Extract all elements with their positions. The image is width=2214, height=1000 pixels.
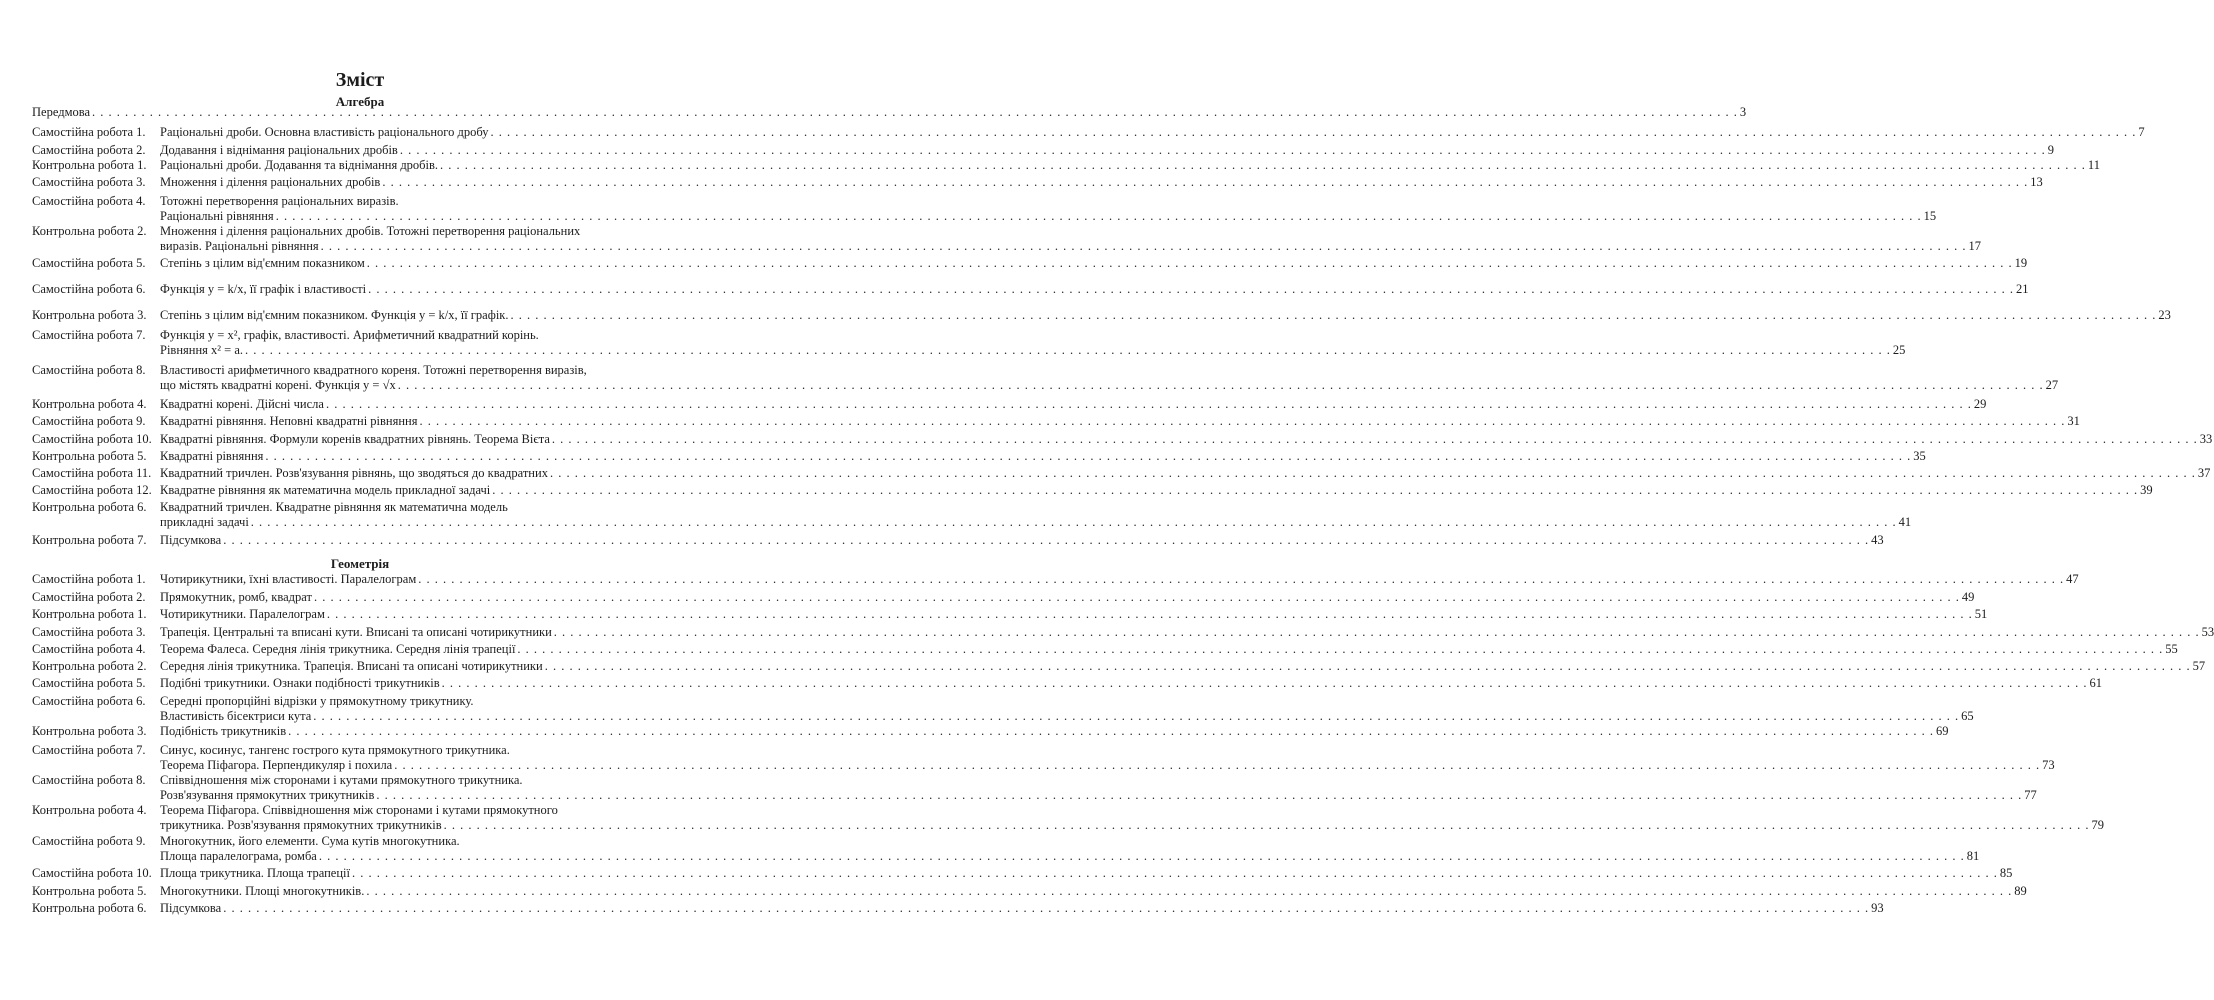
toc-entry-label: Самостійна робота 7. bbox=[32, 328, 146, 342]
page-title: Зміст bbox=[335, 69, 385, 91]
dot-leader: . . . . . . . . . . . . . . . . . . . . . . . . . . . . . . . . . . . . . . . . . . . . . . . . . . . . . . . . . . . . . . . . . . . . . . . . . . . . . . . . . . . . . . . . . . . . . . . . . . . . . . . . . . . . . . . . . . . . . . . . . . . . . . . . . . . . . . . . . . . . . . . . . . . . . . . . . . . . . . . . . . . . . . . . . . . . . . . . . . . . . . . . . . . . . . . . . . . . . . . . bbox=[382, 175, 2029, 189]
dot-leader: . . . . . . . . . . . . . . . . . . . . . . . . . . . . . . . . . . . . . . . . . . . . . . . . . . . . . . . . . . . . . . . . . . . . . . . . . . . . . . . . . . . . . . . . . . . . . . . . . . . . . . . . . . . . . . . . . . . . . . . . . . . . . . . . . . . . . . . . . . . . . . . . . . . . . . . . . . . . . . . . . . . . . . . . . . . . . . . . . . . . . . . . . . . . . . . . . . . . . . . . bbox=[288, 724, 1934, 738]
toc-entry-title: Квадратні корені. Дійсні числа bbox=[160, 397, 324, 411]
dot-leader: . . . . . . . . . . . . . . . . . . . . . . . . . . . . . . . . . . . . . . . . . . . . . . . . . . . . . . . . . . . . . . . . . . . . . . . . . . . . . . . . . . . . . . . . . . . . . . . . . . . . . . . . . . . . . . . . . . . . . . . . . . . . . . . . . . . . . . . . . . . . . . . . . . . . . . . . . . . . . . . . . . . . . . . . . . . . . . . . . . . . . . . . . . . . . . . . . . . . . . . . bbox=[92, 105, 1738, 119]
toc-entry-title: Підсумкова bbox=[160, 901, 222, 915]
dot-leader: . . . . . . . . . . . . . . . . . . . . . . . . . . . . . . . . . . . . . . . . . . . . . . . . . . . . . . . . . . . . . . . . . . . . . . . . . . . . . . . . . . . . . . . . . . . . . . . . . . . . . . . . . . . . . . . . . . . . . . . . . . . . . . . . . . . . . . . . . . . . . . . . . . . . . . . . . . . . . . . . . . . . . . . . . . . . . . . . . . . . . . . . . . . . . . . . . . . . . . . . bbox=[443, 818, 2090, 832]
dot-leader: . . . . . . . . . . . . . . . . . . . . . . . . . . . . . . . . . . . . . . . . . . . . . . . . . . . . . . . . . . . . . . . . . . . . . . . . . . . . . . . . . . . . . . . . . . . . . . . . . . . . . . . . . . . . . . . . . . . . . . . . . . . . . . . . . . . . . . . . . . . . . . . . . . . . . . . . . . . . . . . . . . . . . . . . . . . . . . . . . . . . . . . . . . . . . . . . . . . . . . . . bbox=[510, 308, 2157, 322]
dot-leader: . . . . . . . . . . . . . . . . . . . . . . . . . . . . . . . . . . . . . . . . . . . . . . . . . . . . . . . . . . . . . . . . . . . . . . . . . . . . . . . . . . . . . . . . . . . . . . . . . . . . . . . . . . . . . . . . . . . . . . . . . . . . . . . . . . . . . . . . . . . . . . . . . . . . . . . . . . . . . . . . . . . . . . . . . . . . . . . . . . . . . . . . . . . . . . . . . . . . . . . . bbox=[441, 676, 2088, 690]
toc-entry-label: Самостійна робота 9. bbox=[32, 414, 146, 428]
page-number: 55 bbox=[2165, 642, 2178, 656]
toc-entry-title: Квадратні рівняння bbox=[160, 449, 264, 463]
dot-leader: . . . . . . . . . . . . . . . . . . . . . . . . . . . . . . . . . . . . . . . . . . . . . . . . . . . . . . . . . . . . . . . . . . . . . . . . . . . . . . . . . . . . . . . . . . . . . . . . . . . . . . . . . . . . . . . . . . . . . . . . . . . . . . . . . . . . . . . . . . . . . . . . . . . . . . . . . . . . . . . . . . . . . . . . . . . . . . . . . . . . . . . . . . . . . . . . . . . . . . . . bbox=[325, 397, 1972, 411]
page-number: 69 bbox=[1935, 724, 1949, 738]
dot-leader: . . . . . . . . . . . . . . . . . . . . . . . . . . . . . . . . . . . . . . . . . . . . . . . . . . . . . . . . . . . . . . . . . . . . . . . . . . . . . . . . . . . . . . . . . . . . . . . . . . . . . . . . . . . . . . . . . . . . . . . . . . . . . . . . . . . . . . . . . . . . . . . . . . . . . . . . . . . . . . . . . . . . . . . . . . . . . . . . . . . . . . . . . . . . . . . . . . . . . . . . bbox=[245, 343, 1891, 357]
toc-entry-label: Самостійна робота 8. bbox=[32, 363, 146, 377]
toc-entry-title: виразів. Раціональні рівняння bbox=[160, 239, 319, 253]
dot-leader: . . . . . . . . . . . . . . . . . . . . . . . . . . . . . . . . . . . . . . . . . . . . . . . . . . . . . . . . . . . . . . . . . . . . . . . . . . . . . . . . . . . . . . . . . . . . . . . . . . . . . . . . . . . . . . . . . . . . . . . . . . . . . . . . . . . . . . . . . . . . . . . . . . . . . . . . . . . . . . . . . . . . . . . . . . . . . . . . . . . . . . . . . . . . . . . . . . . . . . . . bbox=[275, 209, 1922, 223]
toc-entry-label: Самостійна робота 3. bbox=[32, 625, 146, 639]
toc-entry-label: Самостійна робота 1. bbox=[32, 125, 146, 139]
toc-entry-title: Підсумкова bbox=[160, 533, 222, 547]
toc-entry-title: Квадратні рівняння. Формули коренів квадратних рівнянь. Теорема Вієта bbox=[160, 432, 550, 446]
page-number: 73 bbox=[2042, 758, 2055, 772]
page-number: 7 bbox=[2138, 125, 2145, 139]
toc-entry-label: Контрольна робота 3. bbox=[32, 724, 147, 738]
page-number: 35 bbox=[1913, 449, 1926, 463]
toc-entry-title: що містять квадратні корені. Функція y = √x bbox=[160, 378, 396, 392]
toc-entry-title: Теорема Фалеса. Середня лінія трикутника. Середня лінія трапеції bbox=[160, 642, 516, 656]
toc-entry-title: Квадратне рівняння як математична модель прикладної задачі bbox=[160, 483, 491, 497]
toc-entry-title: трикутника. Розв'язування прямокутних трикутників bbox=[160, 818, 442, 832]
page-number: 51 bbox=[1974, 607, 1988, 621]
toc-entry-title: Раціональні дроби. Основна властивість раціонального дробу bbox=[160, 125, 489, 139]
toc-entry-title: Властивість бісектриси кута bbox=[160, 709, 312, 723]
toc-entry-title: Розв'язування прямокутних трикутників bbox=[160, 788, 375, 802]
toc-entry-label: Контрольна робота 4. bbox=[32, 397, 147, 411]
page-number: 57 bbox=[2192, 659, 2206, 673]
toc-entry-label: Контрольна робота 3. bbox=[32, 308, 147, 322]
page-number: 25 bbox=[1892, 343, 1906, 357]
toc-entry-label: Самостійна робота 2. bbox=[32, 143, 146, 157]
toc-entry-title: Теорема Піфагора. Співвідношення між сторонами і кутами прямокутного bbox=[160, 803, 558, 817]
page-number: 61 bbox=[2089, 676, 2103, 690]
page-number: 29 bbox=[1973, 397, 1987, 411]
toc-entry-title: Середні пропорційні відрізки у прямокутному трикутнику. bbox=[160, 694, 474, 708]
toc-entry-label: Контрольна робота 6. bbox=[32, 500, 147, 514]
toc-entry-label: Контрольна робота 2. bbox=[32, 659, 147, 673]
toc-entry-title: Додавання і віднімання раціональних дробів bbox=[160, 143, 398, 157]
dot-leader: . . . . . . . . . . . . . . . . . . . . . . . . . . . . . . . . . . . . . . . . . . . . . . . . . . . . . . . . . . . . . . . . . . . . . . . . . . . . . . . . . . . . . . . . . . . . . . . . . . . . . . . . . . . . . . . . . . . . . . . . . . . . . . . . . . . . . . . . . . . . . . . . . . . . . . . . . . . . . . . . . . . . . . . . . . . . . . . . . . . . . . . . . . . . . . . . . . . . . . . . bbox=[549, 466, 2196, 480]
page-number: 33 bbox=[2199, 432, 2213, 446]
dot-leader: . . . . . . . . . . . . . . . . . . . . . . . . . . . . . . . . . . . . . . . . . . . . . . . . . . . . . . . . . . . . . . . . . . . . . . . . . . . . . . . . . . . . . . . . . . . . . . . . . . . . . . . . . . . . . . . . . . . . . . . . . . . . . . . . . . . . . . . . . . . . . . . . . . . . . . . . . . . . . . . . . . . . . . . . . . . . . . . . . . . . . . . . . . . . . . . . . . . . . . . . bbox=[368, 282, 2015, 296]
toc-entry-title: Синус, косинус, тангенс гострого кута прямокутного трикутника. bbox=[160, 743, 510, 757]
toc-entry-title: Множення і ділення раціональних дробів. Тотожні перетворення раціональних bbox=[160, 224, 581, 238]
toc-entry-title: Функція y = x², графік, властивості. Арифметичний квадратний корінь. bbox=[160, 328, 539, 342]
toc-entry-title: Степінь з цілим від'ємним показником. Функція y = k/x, її графік. bbox=[160, 308, 509, 322]
geometry-heading: Геометрія bbox=[330, 556, 390, 571]
toc-entry-label: Самостійна робота 3. bbox=[32, 175, 146, 189]
toc-entry-title: Чотирикутники, їхні властивості. Паралелограм bbox=[160, 572, 417, 586]
toc-entry-title: Множення і ділення раціональних дробів bbox=[160, 175, 381, 189]
page-number: 31 bbox=[2067, 414, 2080, 428]
page-number: 79 bbox=[2091, 818, 2104, 832]
toc-entry-label: Самостійна робота 10. bbox=[32, 432, 152, 446]
toc-entry-title: Квадратний тричлен. Розв'язування рівнянь, що зводяться до квадратних bbox=[160, 466, 548, 480]
dot-leader: . . . . . . . . . . . . . . . . . . . . . . . . . . . . . . . . . . . . . . . . . . . . . . . . . . . . . . . . . . . . . . . . . . . . . . . . . . . . . . . . . . . . . . . . . . . . . . . . . . . . . . . . . . . . . . . . . . . . . . . . . . . . . . . . . . . . . . . . . . . . . . . . . . . . . . . . . . . . . . . . . . . . . . . . . . . . . . . . . . . . . . . . . . . . . . . . . . . . . . . . bbox=[399, 143, 2046, 157]
dot-leader: . . . . . . . . . . . . . . . . . . . . . . . . . . . . . . . . . . . . . . . . . . . . . . . . . . . . . . . . . . . . . . . . . . . . . . . . . . . . . . . . . . . . . . . . . . . . . . . . . . . . . . . . . . . . . . . . . . . . . . . . . . . . . . . . . . . . . . . . . . . . . . . . . . . . . . . . . . . . . . . . . . . . . . . . . . . . . . . . . . . . . . . . . . . . . . . . . . . . . . . . bbox=[320, 239, 1967, 253]
toc-entry-title: Степінь з цілим від'ємним показником bbox=[160, 256, 365, 270]
page-number: 85 bbox=[1999, 866, 2013, 880]
toc-entry-label: Контрольна робота 1. bbox=[32, 607, 147, 621]
toc-entry-title: Передмова bbox=[32, 105, 91, 119]
dot-leader: . . . . . . . . . . . . . . . . . . . . . . . . . . . . . . . . . . . . . . . . . . . . . . . . . . . . . . . . . . . . . . . . . . . . . . . . . . . . . . . . . . . . . . . . . . . . . . . . . . . . . . . . . . . . . . . . . . . . . . . . . . . . . . . . . . . . . . . . . . . . . . . . . . . . . . . . . . . . . . . . . . . . . . . . . . . . . . . . . . . . . . . . . . . . . . . . . . . . . . . . bbox=[419, 414, 2066, 428]
page-number: 3 bbox=[1739, 105, 1747, 119]
toc-entry-label: Самостійна робота 2. bbox=[32, 590, 146, 604]
page-number: 49 bbox=[1961, 590, 1975, 604]
toc-entry-label: Самостійна робота 4. bbox=[32, 642, 146, 656]
toc-entry-title: Квадратний тричлен. Квадратне рівняння як математична модель bbox=[160, 500, 508, 514]
toc-entry-title: Раціональні рівняння bbox=[160, 209, 274, 223]
toc-entry-label: Самостійна робота 7. bbox=[32, 743, 146, 757]
toc-entry-label: Самостійна робота 12. bbox=[32, 483, 152, 497]
dot-leader: . . . . . . . . . . . . . . . . . . . . . . . . . . . . . . . . . . . . . . . . . . . . . . . . . . . . . . . . . . . . . . . . . . . . . . . . . . . . . . . . . . . . . . . . . . . . . . . . . . . . . . . . . . . . . . . . . . . . . . . . . . . . . . . . . . . . . . . . . . . . . . . . . . . . . . . . . . . . . . . . . . . . . . . . . . . . . . . . . . . . . . . . . . . . . . . . . . . . . . . . bbox=[440, 158, 2086, 172]
toc-entry-label: Самостійна робота 9. bbox=[32, 834, 146, 848]
algebra-heading: Алгебра bbox=[335, 94, 385, 109]
toc-entry-label: Контрольна робота 1. bbox=[32, 158, 147, 172]
page-number: 15 bbox=[1923, 209, 1937, 223]
toc-entry-label: Самостійна робота 5. bbox=[32, 676, 146, 690]
toc-entry-title: Рівняння x² = a. bbox=[160, 343, 243, 357]
toc-entry-title: Теорема Піфагора. Перпендикуляр і похила bbox=[160, 758, 393, 772]
toc-entry-title: Співвідношення між сторонами і кутами прямокутного трикутника. bbox=[160, 773, 523, 787]
dot-leader: . . . . . . . . . . . . . . . . . . . . . . . . . . . . . . . . . . . . . . . . . . . . . . . . . . . . . . . . . . . . . . . . . . . . . . . . . . . . . . . . . . . . . . . . . . . . . . . . . . . . . . . . . . . . . . . . . . . . . . . . . . . . . . . . . . . . . . . . . . . . . . . . . . . . . . . . . . . . . . . . . . . . . . . . . . . . . . . . . . . . . . . . . . . . . . . . . . . . . . . . bbox=[366, 884, 2013, 898]
dot-leader: . . . . . . . . . . . . . . . . . . . . . . . . . . . . . . . . . . . . . . . . . . . . . . . . . . . . . . . . . . . . . . . . . . . . . . . . . . . . . . . . . . . . . . . . . . . . . . . . . . . . . . . . . . . . . . . . . . . . . . . . . . . . . . . . . . . . . . . . . . . . . . . . . . . . . . . . . . . . . . . . . . . . . . . . . . . . . . . . . . . . . . . . . . . . . . . . . . . . . . . . bbox=[551, 432, 2198, 446]
page-number: 11 bbox=[2087, 158, 2100, 172]
toc-entry-title: Чотирикутники. Паралелограм bbox=[160, 607, 325, 621]
toc-entry-label: Самостійна робота 4. bbox=[32, 194, 146, 208]
page-number: 81 bbox=[1966, 849, 1980, 863]
dot-leader: . . . . . . . . . . . . . . . . . . . . . . . . . . . . . . . . . . . . . . . . . . . . . . . . . . . . . . . . . . . . . . . . . . . . . . . . . . . . . . . . . . . . . . . . . . . . . . . . . . . . . . . . . . . . . . . . . . . . . . . . . . . . . . . . . . . . . . . . . . . . . . . . . . . . . . . . . . . . . . . . . . . . . . . . . . . . . . . . . . . . . . . . . . . . . . . . . . . . . . . . bbox=[397, 378, 2044, 392]
toc-entry-title: Трапеція. Центральні та вписані кути. Вписані та описані чотирикутники bbox=[160, 625, 552, 639]
page-number: 93 bbox=[1871, 901, 1884, 915]
toc-entry-label: Самостійна робота 5. bbox=[32, 256, 146, 270]
dot-leader: . . . . . . . . . . . . . . . . . . . . . . . . . . . . . . . . . . . . . . . . . . . . . . . . . . . . . . . . . . . . . . . . . . . . . . . . . . . . . . . . . . . . . . . . . . . . . . . . . . . . . . . . . . . . . . . . . . . . . . . . . . . . . . . . . . . . . . . . . . . . . . . . . . . . . . . . . . . . . . . . . . . . . . . . . . . . . . . . . . . . . . . . . . . . . . . . . . . . . . . . bbox=[318, 849, 1965, 863]
page-number: 13 bbox=[2030, 175, 2043, 189]
page-number: 43 bbox=[1871, 533, 1884, 547]
dot-leader: . . . . . . . . . . . . . . . . . . . . . . . . . . . . . . . . . . . . . . . . . . . . . . . . . . . . . . . . . . . . . . . . . . . . . . . . . . . . . . . . . . . . . . . . . . . . . . . . . . . . . . . . . . . . . . . . . . . . . . . . . . . . . . . . . . . . . . . . . . . . . . . . . . . . . . . . . . . . . . . . . . . . . . . . . . . . . . . . . . . . . . . . . . . . . . . . . . . . . . . . bbox=[250, 515, 1897, 529]
page-number: 39 bbox=[2140, 483, 2153, 497]
page-number: 47 bbox=[2066, 572, 2079, 586]
toc-entry-label: Контрольна робота 2. bbox=[32, 224, 147, 238]
toc-entry-title: Квадратні рівняння. Неповні квадратні рівняння bbox=[160, 414, 418, 428]
toc-entry-title: Многокутник, його елементи. Сума кутів многокутника. bbox=[160, 834, 460, 848]
dot-leader: . . . . . . . . . . . . . . . . . . . . . . . . . . . . . . . . . . . . . . . . . . . . . . . . . . . . . . . . . . . . . . . . . . . . . . . . . . . . . . . . . . . . . . . . . . . . . . . . . . . . . . . . . . . . . . . . . . . . . . . . . . . . . . . . . . . . . . . . . . . . . . . . . . . . . . . . . . . . . . . . . . . . . . . . . . . . . . . . . . . . . . . . . . . . . . . . . . . . . . . . bbox=[326, 607, 1973, 621]
page-number: 41 bbox=[1898, 515, 1912, 529]
dot-leader: . . . . . . . . . . . . . . . . . . . . . . . . . . . . . . . . . . . . . . . . . . . . . . . . . . . . . . . . . . . . . . . . . . . . . . . . . . . . . . . . . . . . . . . . . . . . . . . . . . . . . . . . . . . . . . . . . . . . . . . . . . . . . . . . . . . . . . . . . . . . . . . . . . . . . . . . . . . . . . . . . . . . . . . . . . . . . . . . . . . . . . . . . . . . . . . . . . . . . . . . bbox=[544, 659, 2191, 673]
dot-leader: . . . . . . . . . . . . . . . . . . . . . . . . . . . . . . . . . . . . . . . . . . . . . . . . . . . . . . . . . . . . . . . . . . . . . . . . . . . . . . . . . . . . . . . . . . . . . . . . . . . . . . . . . . . . . . . . . . . . . . . . . . . . . . . . . . . . . . . . . . . . . . . . . . . . . . . . . . . . . . . . . . . . . . . . . . . . . . . . . . . . . . . . . . . . . . . . . . . . . . . . bbox=[553, 625, 2200, 639]
dot-leader: . . . . . . . . . . . . . . . . . . . . . . . . . . . . . . . . . . . . . . . . . . . . . . . . . . . . . . . . . . . . . . . . . . . . . . . . . . . . . . . . . . . . . . . . . . . . . . . . . . . . . . . . . . . . . . . . . . . . . . . . . . . . . . . . . . . . . . . . . . . . . . . . . . . . . . . . . . . . . . . . . . . . . . . . . . . . . . . . . . . . . . . . . . . . . . . . . . . . . . . . bbox=[223, 901, 1870, 915]
toc-entry-title: Площа паралелограма, ромба bbox=[160, 849, 317, 863]
toc-entry-label: Контрольна робота 5. bbox=[32, 884, 147, 898]
toc-entry-title: Функція y = k/x, її графік і властивості bbox=[160, 282, 367, 296]
toc-entry-title: Площа трикутника. Площа трапеції bbox=[160, 866, 350, 880]
dot-leader: . . . . . . . . . . . . . . . . . . . . . . . . . . . . . . . . . . . . . . . . . . . . . . . . . . . . . . . . . . . . . . . . . . . . . . . . . . . . . . . . . . . . . . . . . . . . . . . . . . . . . . . . . . . . . . . . . . . . . . . . . . . . . . . . . . . . . . . . . . . . . . . . . . . . . . . . . . . . . . . . . . . . . . . . . . . . . . . . . . . . . . . . . . . . . . . . . . . . . . . . bbox=[223, 533, 1870, 547]
page-number: 77 bbox=[2024, 788, 2037, 802]
page-number: 65 bbox=[1961, 709, 1974, 723]
toc-entry-label: Контрольна робота 5. bbox=[32, 449, 147, 463]
toc-entry-label: Самостійна робота 6. bbox=[32, 282, 146, 296]
page-number: 27 bbox=[2045, 378, 2059, 392]
toc-entry-title: Прямокутник, ромб, квадрат bbox=[160, 590, 312, 604]
page-number: 19 bbox=[2014, 256, 2028, 270]
toc-entry-title: Середня лінія трикутника. Трапеція. Вписані та описані чотирикутники bbox=[160, 659, 543, 673]
dot-leader: . . . . . . . . . . . . . . . . . . . . . . . . . . . . . . . . . . . . . . . . . . . . . . . . . . . . . . . . . . . . . . . . . . . . . . . . . . . . . . . . . . . . . . . . . . . . . . . . . . . . . . . . . . . . . . . . . . . . . . . . . . . . . . . . . . . . . . . . . . . . . . . . . . . . . . . . . . . . . . . . . . . . . . . . . . . . . . . . . . . . . . . . . . . . . . . . . . . . . . . . bbox=[492, 483, 2139, 497]
dot-leader: . . . . . . . . . . . . . . . . . . . . . . . . . . . . . . . . . . . . . . . . . . . . . . . . . . . . . . . . . . . . . . . . . . . . . . . . . . . . . . . . . . . . . . . . . . . . . . . . . . . . . . . . . . . . . . . . . . . . . . . . . . . . . . . . . . . . . . . . . . . . . . . . . . . . . . . . . . . . . . . . . . . . . . . . . . . . . . . . . . . . . . . . . . . . . . . . . . . . . . . . bbox=[366, 256, 2013, 270]
page-number: 89 bbox=[2014, 884, 2027, 898]
toc-entry-label: Самостійна робота 10. bbox=[32, 866, 152, 880]
page-number: 23 bbox=[2158, 308, 2171, 322]
page-number: 53 bbox=[2201, 625, 2214, 639]
toc-entry-label: Контрольна робота 7. bbox=[32, 533, 147, 547]
toc-entry-title: Властивості арифметичного квадратного кореня. Тотожні перетворення виразів, bbox=[160, 363, 587, 377]
dot-leader: . . . . . . . . . . . . . . . . . . . . . . . . . . . . . . . . . . . . . . . . . . . . . . . . . . . . . . . . . . . . . . . . . . . . . . . . . . . . . . . . . . . . . . . . . . . . . . . . . . . . . . . . . . . . . . . . . . . . . . . . . . . . . . . . . . . . . . . . . . . . . . . . . . . . . . . . . . . . . . . . . . . . . . . . . . . . . . . . . . . . . . . . . . . . . . . . . . . . . . . . bbox=[418, 572, 2065, 586]
dot-leader: . . . . . . . . . . . . . . . . . . . . . . . . . . . . . . . . . . . . . . . . . . . . . . . . . . . . . . . . . . . . . . . . . . . . . . . . . . . . . . . . . . . . . . . . . . . . . . . . . . . . . . . . . . . . . . . . . . . . . . . . . . . . . . . . . . . . . . . . . . . . . . . . . . . . . . . . . . . . . . . . . . . . . . . . . . . . . . . . . . . . . . . . . . . . . . . . . . . . . . . . bbox=[351, 866, 1998, 880]
dot-leader: . . . . . . . . . . . . . . . . . . . . . . . . . . . . . . . . . . . . . . . . . . . . . . . . . . . . . . . . . . . . . . . . . . . . . . . . . . . . . . . . . . . . . . . . . . . . . . . . . . . . . . . . . . . . . . . . . . . . . . . . . . . . . . . . . . . . . . . . . . . . . . . . . . . . . . . . . . . . . . . . . . . . . . . . . . . . . . . . . . . . . . . . . . . . . . . . . . . . . . . . bbox=[394, 758, 2041, 772]
toc-entry-title: Многокутники. Площі многокутників. bbox=[160, 884, 365, 898]
toc-entry-label: Самостійна робота 11. bbox=[32, 466, 152, 480]
page-number: 9 bbox=[2047, 143, 2054, 157]
page-number: 37 bbox=[2197, 466, 2211, 480]
toc-entry-title: Подібність трикутників bbox=[160, 724, 287, 738]
toc-entry-label: Самостійна робота 8. bbox=[32, 773, 146, 787]
page-number: 21 bbox=[2016, 282, 2029, 296]
dot-leader: . . . . . . . . . . . . . . . . . . . . . . . . . . . . . . . . . . . . . . . . . . . . . . . . . . . . . . . . . . . . . . . . . . . . . . . . . . . . . . . . . . . . . . . . . . . . . . . . . . . . . . . . . . . . . . . . . . . . . . . . . . . . . . . . . . . . . . . . . . . . . . . . . . . . . . . . . . . . . . . . . . . . . . . . . . . . . . . . . . . . . . . . . . . . . . . . . . . . . . . . bbox=[313, 590, 1960, 604]
dot-leader: . . . . . . . . . . . . . . . . . . . . . . . . . . . . . . . . . . . . . . . . . . . . . . . . . . . . . . . . . . . . . . . . . . . . . . . . . . . . . . . . . . . . . . . . . . . . . . . . . . . . . . . . . . . . . . . . . . . . . . . . . . . . . . . . . . . . . . . . . . . . . . . . . . . . . . . . . . . . . . . . . . . . . . . . . . . . . . . . . . . . . . . . . . . . . . . . . . . . . . . . bbox=[517, 642, 2164, 656]
page-number: 17 bbox=[1968, 239, 1982, 253]
dot-leader: . . . . . . . . . . . . . . . . . . . . . . . . . . . . . . . . . . . . . . . . . . . . . . . . . . . . . . . . . . . . . . . . . . . . . . . . . . . . . . . . . . . . . . . . . . . . . . . . . . . . . . . . . . . . . . . . . . . . . . . . . . . . . . . . . . . . . . . . . . . . . . . . . . . . . . . . . . . . . . . . . . . . . . . . . . . . . . . . . . . . . . . . . . . . . . . . . . . . . . . . bbox=[313, 709, 1960, 723]
dot-leader: . . . . . . . . . . . . . . . . . . . . . . . . . . . . . . . . . . . . . . . . . . . . . . . . . . . . . . . . . . . . . . . . . . . . . . . . . . . . . . . . . . . . . . . . . . . . . . . . . . . . . . . . . . . . . . . . . . . . . . . . . . . . . . . . . . . . . . . . . . . . . . . . . . . . . . . . . . . . . . . . . . . . . . . . . . . . . . . . . . . . . . . . . . . . . . . . . . . . . . . . bbox=[265, 449, 1912, 463]
dot-leader: . . . . . . . . . . . . . . . . . . . . . . . . . . . . . . . . . . . . . . . . . . . . . . . . . . . . . . . . . . . . . . . . . . . . . . . . . . . . . . . . . . . . . . . . . . . . . . . . . . . . . . . . . . . . . . . . . . . . . . . . . . . . . . . . . . . . . . . . . . . . . . . . . . . . . . . . . . . . . . . . . . . . . . . . . . . . . . . . . . . . . . . . . . . . . . . . . . . . . . . . bbox=[376, 788, 2023, 802]
toc-entry-title: Подібні трикутники. Ознаки подібності трикутників bbox=[160, 676, 440, 690]
toc-entry-title: Тотожні перетворення раціональних виразів. bbox=[160, 194, 399, 208]
toc-entry-label: Контрольна робота 6. bbox=[32, 901, 147, 915]
toc-entry-title: прикладні задачі bbox=[160, 515, 249, 529]
toc-entry-title: Раціональні дроби. Додавання та віднімання дробів. bbox=[160, 158, 439, 172]
dot-leader: . . . . . . . . . . . . . . . . . . . . . . . . . . . . . . . . . . . . . . . . . . . . . . . . . . . . . . . . . . . . . . . . . . . . . . . . . . . . . . . . . . . . . . . . . . . . . . . . . . . . . . . . . . . . . . . . . . . . . . . . . . . . . . . . . . . . . . . . . . . . . . . . . . . . . . . . . . . . . . . . . . . . . . . . . . . . . . . . . . . . . . . . . . . . . . . . . . . . . . . . bbox=[490, 125, 2137, 139]
toc-entry-label: Самостійна робота 1. bbox=[32, 572, 146, 586]
toc-entry-label: Контрольна робота 4. bbox=[32, 803, 147, 817]
toc-entry-label: Самостійна робота 6. bbox=[32, 694, 146, 708]
